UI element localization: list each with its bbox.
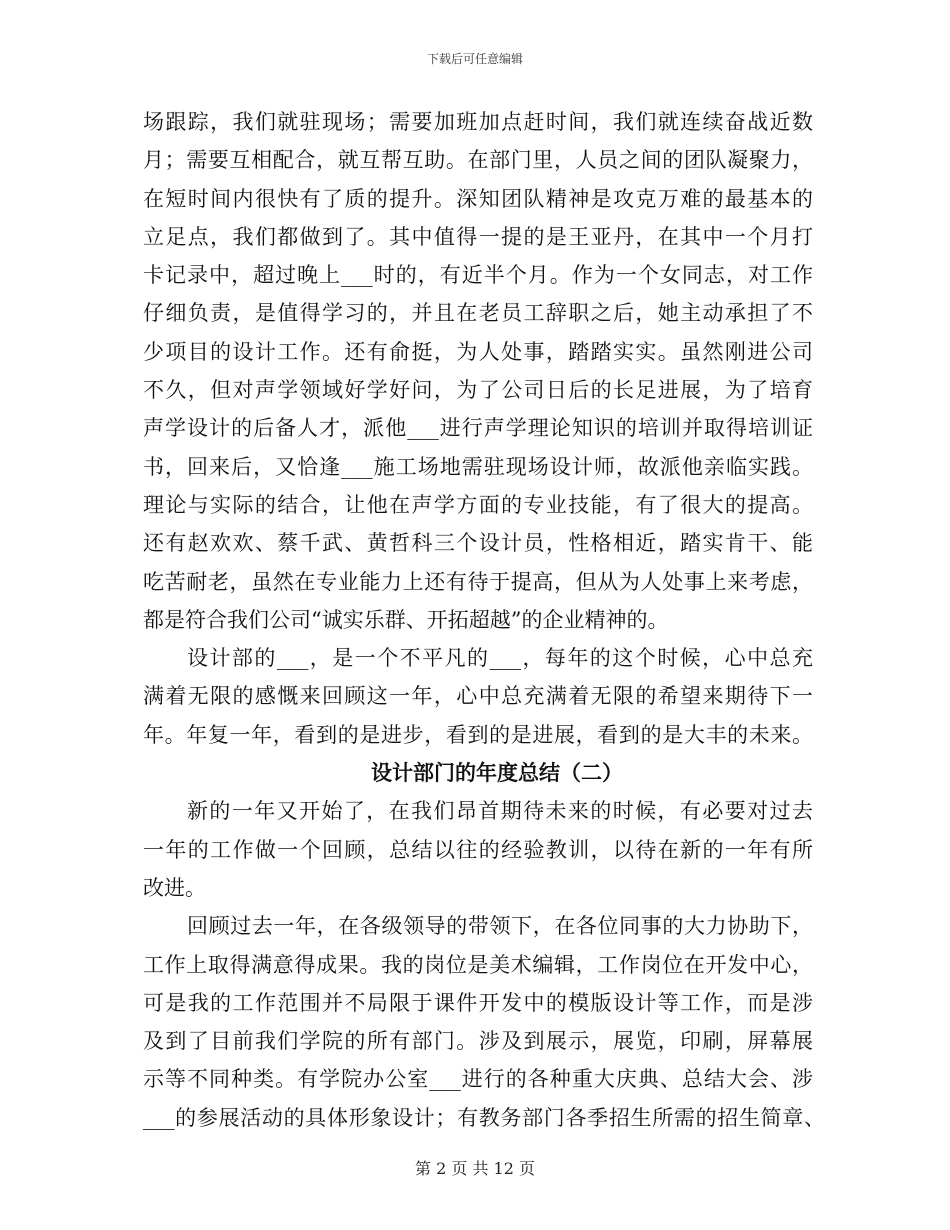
paragraph-line: 可是我的工作范围并不局限于课件开发中的模版设计等工作，而是涉 [143,990,813,1015]
paragraph-line: 仔细负责，是值得学习的，并且在老员工辞职之后，她主动承担了不 [143,301,813,326]
paragraph-line: 理论与实际的结合，让他在声学方面的专业技能，有了很大的提高。 [143,492,813,517]
paragraph-line: 设计部的___，是一个不平凡的___，每年的这个时候，心中总充 [187,646,813,671]
paragraph-line: 书，回来后，又恰逢___施工场地需驻现场设计师，故派他亲临实践。 [143,454,813,479]
paragraph-line: 吃苦耐老，虽然在专业能力上还有待于提高，但从为人处事上来考虑， [143,569,813,594]
paragraph-line: 少项目的设计工作。还有俞挺，为人处事，踏踏实实。虽然刚进公司 [143,339,813,364]
paragraph-line: 及到了目前我们学院的所有部门。涉及到展示，展览，印刷，屏幕展 [143,1029,813,1054]
paragraph-line: ___的参展活动的具体形象设计；有教务部门各季招生所需的招生简章、 [143,1105,825,1130]
section-title: 设计部门的年度总结（二） [371,760,623,786]
page-footer: 第 2 页 共 12 页 [415,1159,535,1178]
paragraph-line: 都是符合我们公司“诚实乐群、开拓超越”的企业精神的。 [143,607,669,632]
paragraph-line: 回顾过去一年，在各级领导的带领下，在各位同事的大力协助下， [187,914,813,939]
paragraph-line: 声学设计的后备人才，派他___进行声学理论知识的培训并取得培训证 [143,416,813,441]
paragraph-line: 不久，但对声学领域好学好问，为了公司日后的长足进展，为了培育 [143,378,813,403]
paragraph-line: 场跟踪，我们就驻现场；需要加班加点赶时间，我们就连续奋战近数 [143,110,813,134]
paragraph-line: 卡记录中，超过晚上___时的，有近半个月。作为一个女同志，对工作 [143,263,813,288]
paragraph-line: 月；需要互相配合，就互帮互助。在部门里，人员之间的团队凝聚力， [143,148,813,173]
paragraph-line: 工作上取得满意得成果。我的岗位是美术编辑，工作岗位在开发中心， [143,952,813,977]
paragraph-line: 新的一年又开始了，在我们昂首期待未来的时候，有必要对过去 [187,799,813,824]
paragraph-line: 还有赵欢欢、蔡千武、黄哲科三个设计员，性格相近，踏实肯干、能 [143,531,813,556]
page-header: 下载后可任意编辑 [426,52,523,66]
paragraph-line: 改进。 [143,875,206,900]
paragraph-line: 立足点，我们都做到了。其中值得一提的是王亚丹，在其中一个月打 [143,224,813,249]
paragraph-line: 年。年复一年，看到的是进步，看到的是进展，看到的是大丰的未来。 [143,722,813,747]
paragraph-line: 满着无限的感慨来回顾这一年，心中总充满着无限的希望来期待下一 [143,684,813,709]
document-body [143,103,825,1137]
paragraph-line: 在短时间内很快有了质的提升。深知团队精神是攻克万难的最基本的 [143,186,813,211]
paragraph-line: 一年的工作做一个回顾，总结以往的经验教训，以待在新的一年有所 [143,837,813,862]
paragraph-line: 示等不同种类。有学院办公室___进行的各种重大庆典、总结大会、涉 [143,1067,813,1092]
